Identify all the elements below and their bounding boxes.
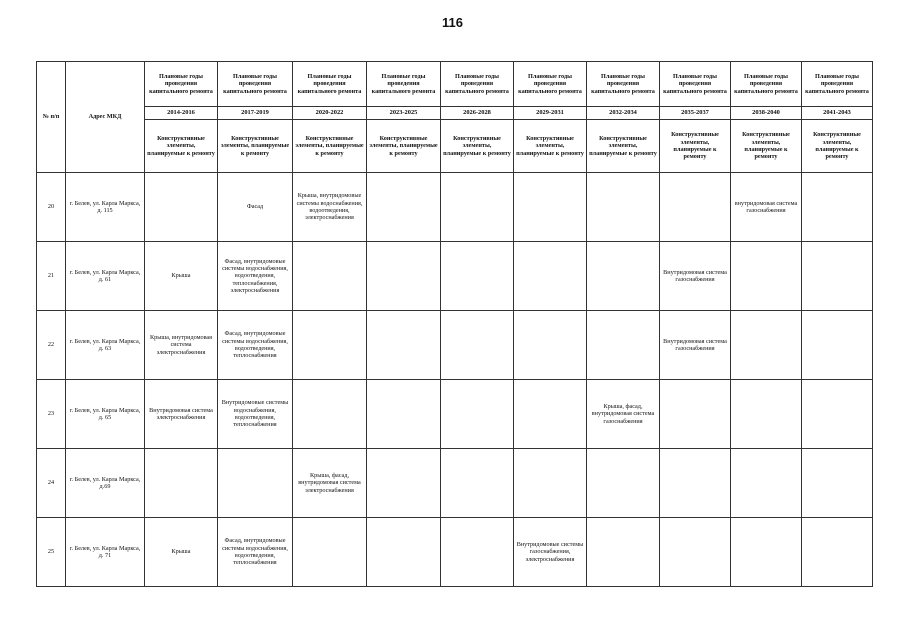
row-number: 20 — [37, 173, 66, 242]
repair-elements-cell — [441, 242, 514, 311]
repair-elements-cell — [293, 311, 367, 380]
repair-elements-cell: Фасад, внутридомовые системы водоснабжения, водоотведения, теплоснабжения — [218, 311, 293, 380]
repair-elements-cell — [802, 173, 873, 242]
table-row — [37, 242, 873, 311]
repair-elements-cell — [802, 380, 873, 449]
repair-elements-cell: Крыша — [145, 518, 218, 587]
header-period: 2029-2031 — [514, 107, 587, 120]
repair-elements-cell: Внутридомовая система электроснабжения — [145, 380, 218, 449]
repair-elements-cell — [514, 242, 587, 311]
repair-elements-cell — [514, 449, 587, 518]
header-periods-row — [37, 107, 873, 120]
repair-elements-cell — [218, 449, 293, 518]
repair-elements-cell — [587, 311, 660, 380]
header-elements: Конструктивные элементы, планируемые к ремонту — [145, 120, 218, 173]
header-planned-years: Плановые годы проведения капитального ремонта — [367, 62, 441, 107]
repair-elements-cell: Фасад — [218, 173, 293, 242]
repair-elements-cell — [802, 311, 873, 380]
repair-elements-cell: Внутридомовая система газоснабжения — [660, 242, 731, 311]
repair-elements-cell — [367, 311, 441, 380]
header-elements: Конструктивные элементы, планируемые к ремонту — [218, 120, 293, 173]
repair-elements-cell — [293, 242, 367, 311]
header-elements: Конструктивные элементы, планируемые к ремонту — [802, 120, 873, 173]
repair-elements-cell — [514, 173, 587, 242]
repair-elements-cell: Фасад, внутридомовые системы водоснабжения, водоотведения, теплоснабжения — [218, 518, 293, 587]
repair-elements-cell — [660, 449, 731, 518]
row-number: 25 — [37, 518, 66, 587]
table-row — [37, 518, 873, 587]
repair-elements-cell — [145, 173, 218, 242]
repair-elements-cell — [731, 242, 802, 311]
repair-elements-cell — [587, 242, 660, 311]
header-elements: Конструктивные элементы, планируемые к ремонту — [731, 120, 802, 173]
repair-elements-cell — [367, 518, 441, 587]
repair-elements-cell — [587, 518, 660, 587]
repair-elements-cell: Крыша, внутридомовая система электроснабжения — [145, 311, 218, 380]
header-planned-years: Плановые годы проведения капитального ремонта — [145, 62, 218, 107]
page-number: 116 — [442, 15, 463, 30]
header-elements: Конструктивные элементы, планируемые к ремонту — [293, 120, 367, 173]
repair-elements-cell — [367, 173, 441, 242]
row-address: г. Белев, ул. Карла Маркса, д. 63 — [66, 311, 145, 380]
header-num: № п/п — [37, 62, 66, 173]
header-period: 2020-2022 — [293, 107, 367, 120]
repair-elements-cell — [587, 173, 660, 242]
header-planned-years-row — [37, 62, 873, 107]
repair-elements-cell — [660, 380, 731, 449]
header-period: 2038-2040 — [731, 107, 802, 120]
repair-elements-cell — [514, 311, 587, 380]
repair-elements-cell: внутридомовая система газоснабжения — [731, 173, 802, 242]
row-number: 23 — [37, 380, 66, 449]
table-body — [37, 173, 873, 587]
repair-elements-cell: Крыша, фасад, внутридомовая система газоснабжения — [587, 380, 660, 449]
repair-elements-cell — [441, 449, 514, 518]
repair-elements-cell — [587, 449, 660, 518]
header-planned-years: Плановые годы проведения капитального ремонта — [587, 62, 660, 107]
repair-elements-cell: Крыша, фасад, внутридомовая система электроснабжения — [293, 449, 367, 518]
header-planned-years: Плановые годы проведения капитального ремонта — [660, 62, 731, 107]
header-elements: Конструктивные элементы, планируемые к ремонту — [514, 120, 587, 173]
row-number: 24 — [37, 449, 66, 518]
header-period: 2041-2043 — [802, 107, 873, 120]
repair-elements-cell — [731, 449, 802, 518]
header-elements: Конструктивные элементы, планируемые к ремонту — [441, 120, 514, 173]
header-period: 2026-2028 — [441, 107, 514, 120]
table-row — [37, 380, 873, 449]
header-elements: Конструктивные элементы, планируемые к ремонту — [660, 120, 731, 173]
header-period: 2017-2019 — [218, 107, 293, 120]
header-elements: Конструктивные элементы, планируемые к ремонту — [587, 120, 660, 173]
table-row — [37, 311, 873, 380]
row-number: 21 — [37, 242, 66, 311]
repair-elements-cell — [367, 449, 441, 518]
header-planned-years: Плановые годы проведения капитального ремонта — [293, 62, 367, 107]
repair-elements-cell: Крыша, внутридомовые системы водоснабжения, водоотведения, электроснабжения — [293, 173, 367, 242]
repair-elements-cell: Крыша — [145, 242, 218, 311]
row-number: 22 — [37, 311, 66, 380]
header-address: Адрес МКД — [66, 62, 145, 173]
header-elements: Конструктивные элементы, планируемые к ремонту — [367, 120, 441, 173]
row-address: г. Белев, ул. Карла Маркса, д. 65 — [66, 380, 145, 449]
repair-elements-cell — [660, 173, 731, 242]
header-period: 2035-2037 — [660, 107, 731, 120]
repair-elements-cell — [802, 242, 873, 311]
repair-elements-cell — [660, 518, 731, 587]
repair-elements-cell — [293, 518, 367, 587]
repair-elements-cell — [441, 380, 514, 449]
repair-elements-cell — [367, 242, 441, 311]
header-period: 2014-2016 — [145, 107, 218, 120]
header-period: 2032-2034 — [587, 107, 660, 120]
repair-elements-cell: Внутридомовая система газоснабжения — [660, 311, 731, 380]
repair-elements-cell — [802, 518, 873, 587]
repair-elements-cell — [367, 380, 441, 449]
header-planned-years: Плановые годы проведения капитального ремонта — [802, 62, 873, 107]
header-planned-years: Плановые годы проведения капитального ремонта — [514, 62, 587, 107]
repair-elements-cell: Внутридомовые системы водоснабжения, водоотведения, теплоснабжения — [218, 380, 293, 449]
repair-elements-cell — [441, 518, 514, 587]
row-address: г. Белев, ул. Карла Маркса, д. 115 — [66, 173, 145, 242]
header-planned-years: Плановые годы проведения капитального ремонта — [731, 62, 802, 107]
header-planned-years: Плановые годы проведения капитального ремонта — [441, 62, 514, 107]
repair-elements-cell — [731, 380, 802, 449]
repair-elements-cell — [731, 311, 802, 380]
header-elements-row — [37, 120, 873, 173]
repair-elements-cell — [731, 518, 802, 587]
repair-elements-cell — [514, 380, 587, 449]
repair-elements-cell — [802, 449, 873, 518]
repair-elements-cell — [293, 380, 367, 449]
table-row — [37, 449, 873, 518]
table-row — [37, 173, 873, 242]
header-planned-years: Плановые годы проведения капитального ремонта — [218, 62, 293, 107]
repair-elements-cell — [145, 449, 218, 518]
row-address: г. Белев, ул. Карла Маркса, д.69 — [66, 449, 145, 518]
row-address: г. Белев, ул. Карла Маркса, д. 61 — [66, 242, 145, 311]
repair-elements-cell: Внутридомовые системы газоснабжения, электроснабжения — [514, 518, 587, 587]
capital-repair-schedule-table — [36, 61, 873, 587]
repair-elements-cell: Фасад, внутридомовые системы водоснабжения, водоотведения, теплоснабжения, электроснабжения — [218, 242, 293, 311]
repair-elements-cell — [441, 173, 514, 242]
row-address: г. Белев, ул. Карла Маркса, д. 71 — [66, 518, 145, 587]
repair-elements-cell — [441, 311, 514, 380]
header-period: 2023-2025 — [367, 107, 441, 120]
